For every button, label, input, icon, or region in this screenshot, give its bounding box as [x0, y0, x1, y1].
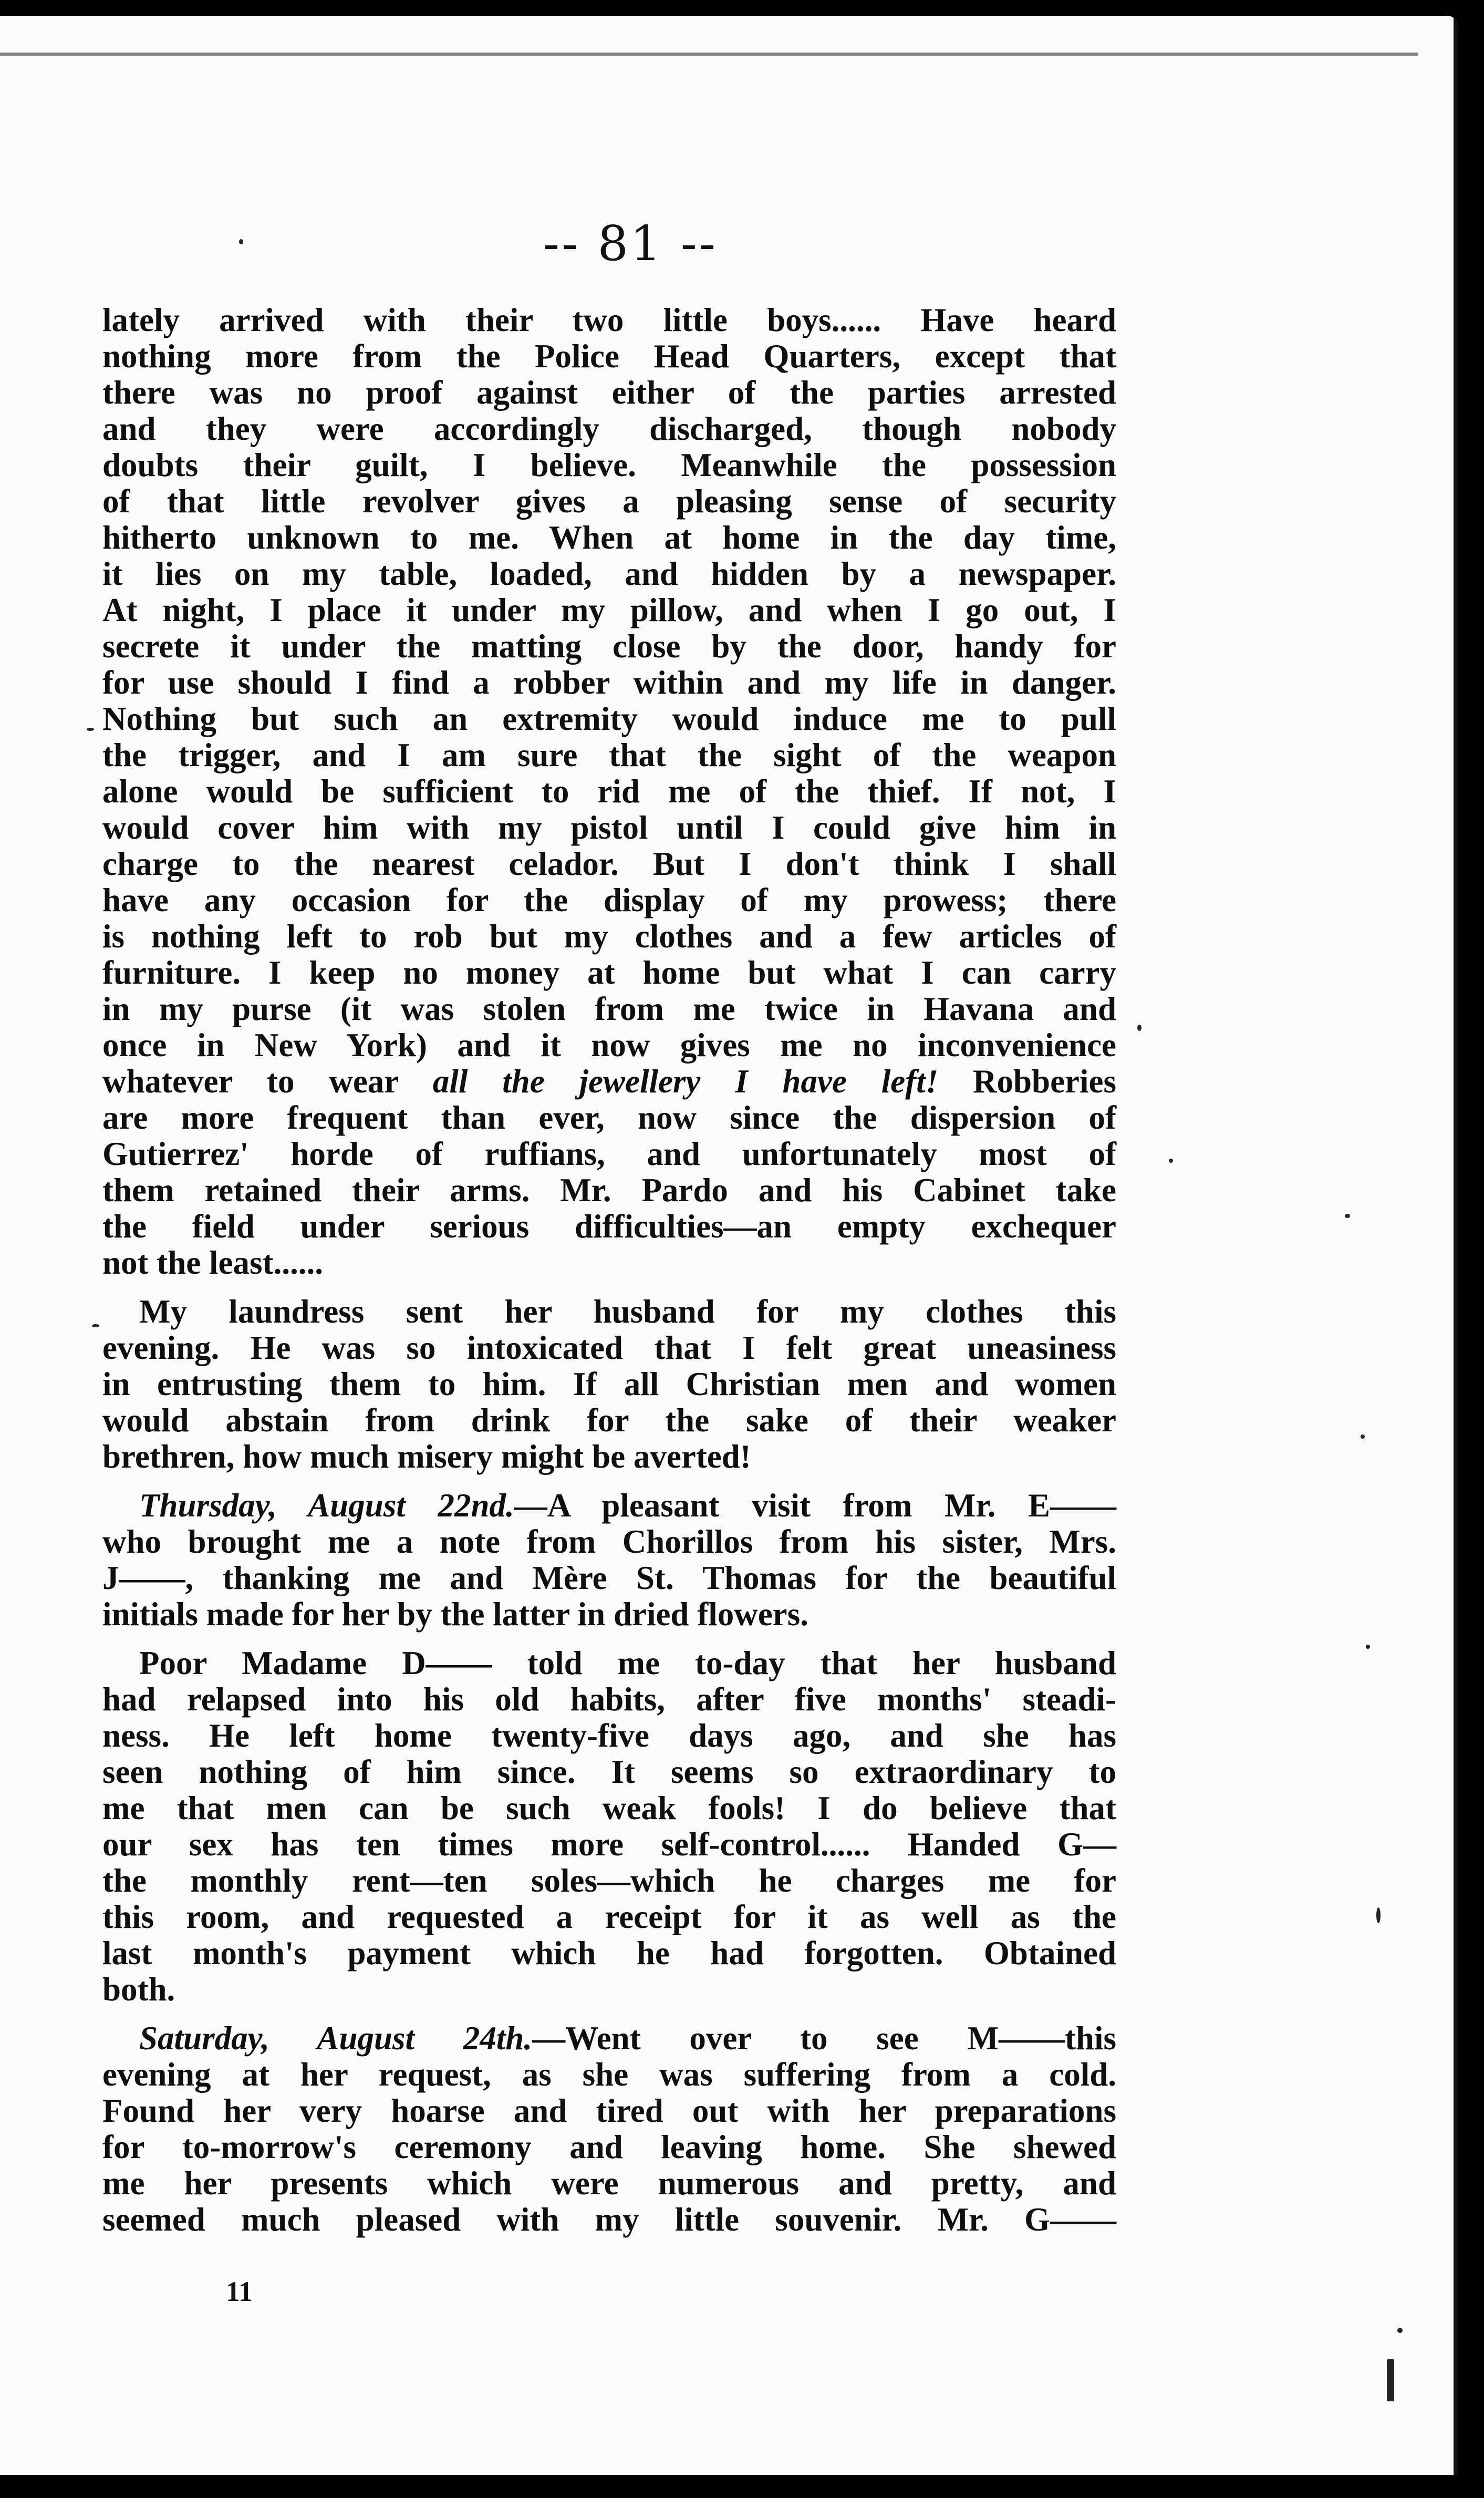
text-line: seen nothing of him since. It seems so extraordinary to [102, 1753, 1116, 1790]
text-line: both. [102, 1971, 175, 2008]
text-line: My laundress sent her husband for my clothes this [139, 1293, 1116, 1330]
page-number: -- 81 -- [543, 215, 718, 272]
text-line: in my purse (it was stolen from me twice in Havana and [102, 990, 1116, 1027]
text-line: Thursday, August 22nd.—A pleasant visit from Mr. E—— [139, 1487, 1116, 1524]
text-line: the monthly rent—ten soles—which he charges me for [102, 1862, 1116, 1899]
scan-speck [92, 1324, 99, 1327]
text-line: me that men can be such weak fools! I do believe that [102, 1790, 1116, 1826]
text-line: for use should I find a robber within and my life in danger. [102, 664, 1116, 701]
text-line: At night, I place it under my pillow, and when I go out, I [102, 592, 1116, 628]
text-line: Saturday, August 24th.—Went over to see M——this [139, 2020, 1116, 2057]
italic-phrase: all the jewellery I have left! [432, 1063, 939, 1100]
page-right-edge [1454, 16, 1458, 2475]
text-line: whatever to wear all the jewellery I have left! Robberies [102, 1063, 1116, 1100]
text-line: for to-morrow's ceremony and leaving home. She shewed [102, 2129, 1116, 2165]
text-line: there was no proof against either of the parties arrested [102, 374, 1116, 411]
text-line: charge to the nearest celador. But I don't think I shall [102, 845, 1116, 882]
scan-speck [239, 239, 243, 244]
scan-speck [1366, 1645, 1370, 1649]
text-line: Poor Madame D—— told me to-day that her husband [139, 1645, 1116, 1681]
top-edge-rule [0, 53, 1418, 56]
scan-speck [1137, 1025, 1141, 1031]
scan-speck [1387, 2359, 1394, 2401]
scan-speck [1169, 1159, 1173, 1163]
text-line: alone would be sufficient to rid me of the thief. If not, I [102, 773, 1116, 810]
text-line: them retained their arms. Mr. Pardo and his Cabinet take [102, 1172, 1116, 1209]
signature-mark: 11 [226, 2276, 253, 2307]
text-line: evening. He was so intoxicated that I felt great uneasiness [102, 1329, 1116, 1366]
text-line: ness. He left home twenty-five days ago, and she has [102, 1717, 1116, 1754]
text-line: Found her very hoarse and tired out with her preparations [102, 2092, 1116, 2129]
text-line: it lies on my table, loaded, and hidden by a newspaper. [102, 555, 1116, 592]
paragraph [102, 1645, 1116, 2008]
text-line: our sex has ten times more self-control...... Handed G— [102, 1826, 1116, 1863]
scan-speck [1376, 1907, 1381, 1923]
text-line: lately arrived with their two little boys...... Have heard [102, 302, 1116, 338]
paragraph [102, 2020, 1116, 2238]
text-line: doubts their guilt, I believe. Meanwhile the possession [102, 447, 1116, 483]
italic-phrase: Thursday, August 22nd. [139, 1487, 514, 1524]
text-line: me her presents which were numerous and pretty, and [102, 2165, 1116, 2202]
text-line: Gutierrez' horde of ruffians, and unfortunately most of [102, 1136, 1116, 1172]
text-line: who brought me a note from Chorillos from his sister, Mrs. [102, 1523, 1116, 1560]
italic-phrase: Saturday, August 24th. [139, 2020, 533, 2057]
body-text [102, 302, 1116, 2238]
text-line: secrete it under the matting close by the door, handy for [102, 628, 1116, 665]
text-line: hitherto unknown to me. When at home in the day time, [102, 519, 1116, 556]
text-line: nothing more from the Police Head Quarters, except that [102, 338, 1116, 375]
text-line: have any occasion for the display of my prowess; there [102, 882, 1116, 918]
scanned-page [0, 16, 1458, 2475]
text-line: are more frequent than ever, now since the dispersion of [102, 1099, 1116, 1136]
text-line: once in New York) and it now gives me no inconvenience [102, 1027, 1116, 1064]
text-line: the field under serious difficulties—an empty exchequer [102, 1208, 1116, 1245]
text-line: not the least...... [102, 1244, 323, 1281]
text-line: had relapsed into his old habits, after five months' steadi- [102, 1681, 1116, 1718]
paragraph [102, 1488, 1116, 1633]
text-line: would cover him with my pistol until I could give him in [102, 809, 1116, 846]
scan-speck [1345, 1214, 1350, 1218]
text-line: is nothing left to rob but my clothes and a few articles of [102, 918, 1116, 955]
scan-speck [1397, 2328, 1403, 2333]
text-line: Nothing but such an extremity would induce me to pull [102, 700, 1116, 737]
text-line: of that little revolver gives a pleasing sense of security [102, 483, 1116, 520]
paragraph [102, 302, 1116, 1281]
scan-speck [1361, 1434, 1365, 1439]
paragraph [102, 1294, 1116, 1475]
text-line: and they were accordingly discharged, though nobody [102, 410, 1116, 447]
text-line: evening at her request, as she was suffering from a cold. [102, 2056, 1116, 2093]
text-line: seemed much pleased with my little souvenir. Mr. G—— [102, 2201, 1116, 2238]
text-line: last month's payment which he had forgotten. Obtained [102, 1935, 1116, 1971]
text-line: the trigger, and I am sure that the sight of the weapon [102, 737, 1116, 773]
text-line: in entrusting them to him. If all Christian men and women [102, 1366, 1116, 1402]
text-line: would abstain from drink for the sake of their weaker [102, 1402, 1116, 1439]
text-line: initials made for her by the latter in dried flowers. [102, 1596, 808, 1633]
text-line: brethren, how much misery might be averted! [102, 1438, 751, 1475]
text-line: this room, and requested a receipt for it as well as the [102, 1898, 1116, 1935]
scan-speck [87, 728, 94, 731]
text-line: J——, thanking me and Mère St. Thomas for the beautiful [102, 1560, 1116, 1596]
text-line: furniture. I keep no money at home but what I can carry [102, 954, 1116, 991]
